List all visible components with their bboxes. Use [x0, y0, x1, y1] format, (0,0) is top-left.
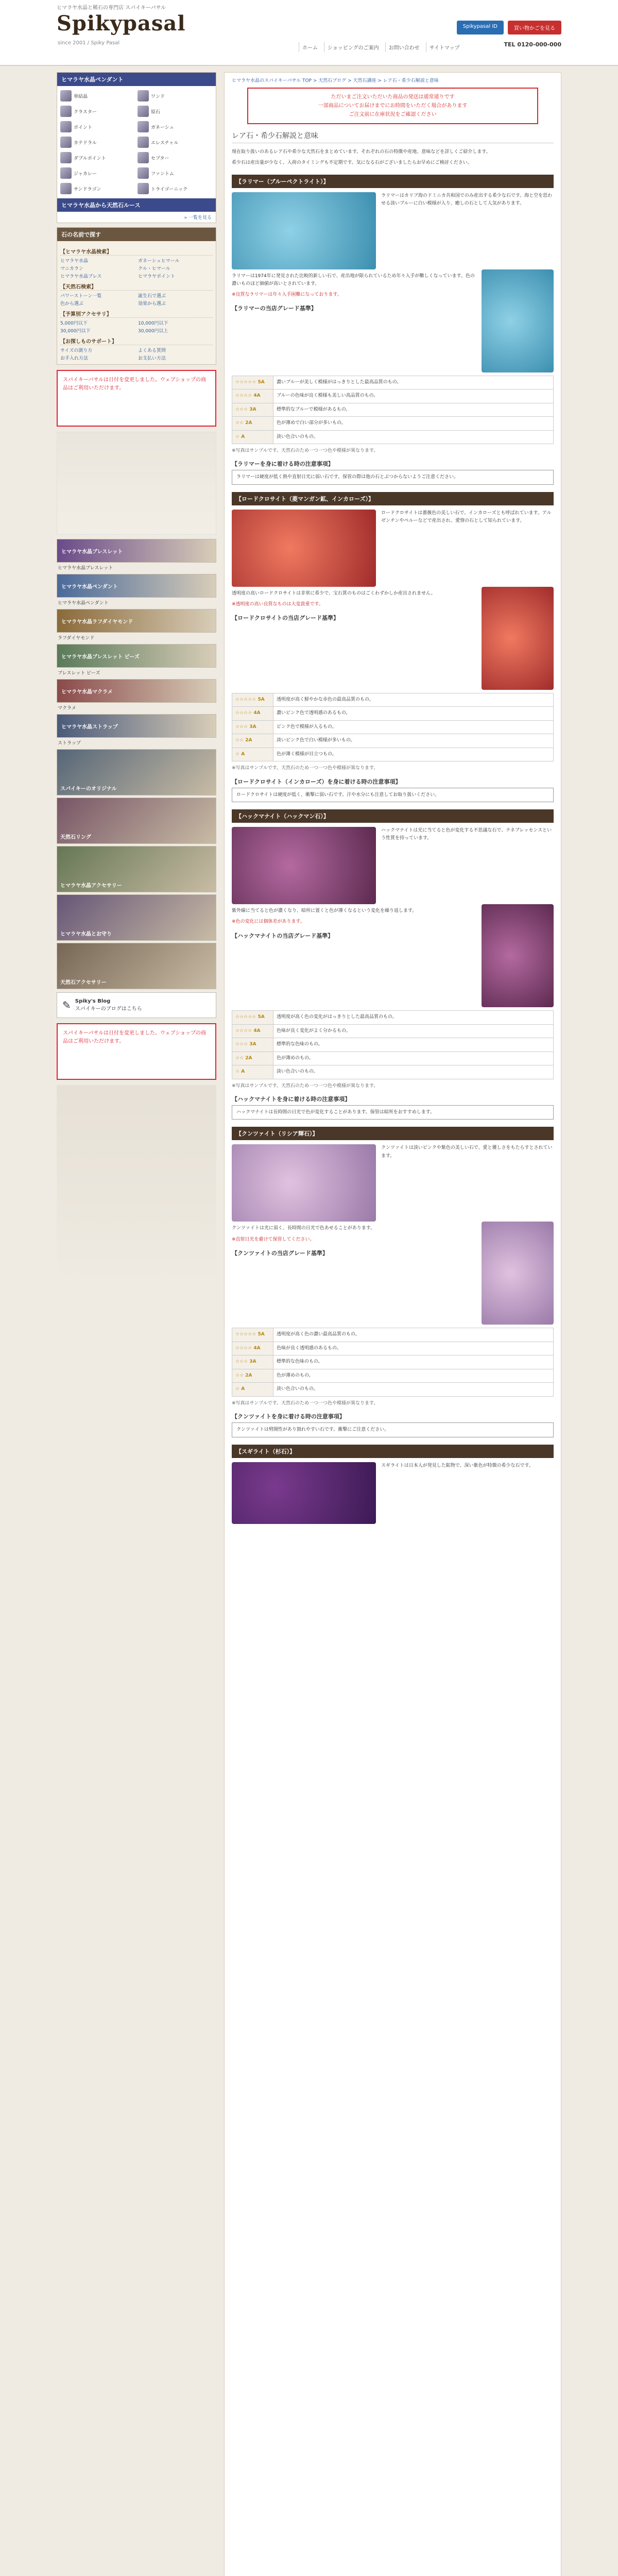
- product-banner[interactable]: ヒマラヤ水晶ラフダイヤモンド: [57, 609, 216, 633]
- blog-banner[interactable]: [57, 992, 216, 1018]
- grade-row: [232, 1065, 554, 1079]
- himalaya-item-label: セプター: [151, 156, 169, 161]
- search-section-heading: 【予算別アクセサリ】: [60, 310, 213, 318]
- himalaya-item[interactable]: [60, 151, 135, 164]
- himalaya-item-label: ジャカレー: [74, 171, 97, 177]
- banner-caption[interactable]: ヒマラヤ水晶ブレスレット: [58, 566, 113, 571]
- section-title: 【ロードクロサイト（菱マンガン鉱、インカローズ）】: [232, 492, 554, 505]
- search-links: [60, 319, 213, 334]
- warning-text: ※良質なラリマーは年々入手困難になっております。: [232, 292, 342, 298]
- intro: [232, 148, 554, 167]
- grade-table: [232, 693, 554, 762]
- stone-image: [232, 827, 376, 904]
- crystal-thumbnail: [60, 183, 72, 194]
- pendant-image: [482, 904, 554, 1007]
- grade-row: [232, 430, 554, 444]
- search-section-heading: 【お探しものサポート】: [60, 337, 213, 345]
- grade-description: 透明度が高く色の濃い最高品質のもの。: [273, 1328, 554, 1342]
- grade-row: [232, 1052, 554, 1065]
- grade-description: 色が薄めのもの。: [273, 1052, 554, 1065]
- sidebar: [57, 72, 216, 1281]
- caution-title: 【ハックマナイトを身に着ける時の注意事項】: [232, 1096, 351, 1103]
- grade-description: 淡い色合いのもの。: [273, 1383, 554, 1397]
- grade-description: 色味が良く透明感のあるもの。: [273, 1342, 554, 1355]
- banner-caption[interactable]: ラフダイヤモンド: [58, 636, 95, 641]
- nav-home[interactable]: ホーム: [299, 42, 321, 52]
- search-body: [57, 241, 216, 364]
- sidebar-notice: スパイキーパサルは日付を変更しました。ウェブショップの商品はご利用いただけます。: [57, 370, 216, 427]
- crystal-thumbnail: [60, 152, 72, 163]
- himalaya-item-label: エレスチャル: [151, 140, 179, 146]
- grade-label: ☆☆☆ 3A: [232, 1355, 273, 1369]
- caution-title: 【ロードクロサイト（インカローズ）を身に着ける時の注意事項】: [232, 778, 401, 785]
- warning-text: ※透明度の高い良質なものは大変貴重です。: [232, 602, 323, 607]
- search-link[interactable]: マニカラン: [60, 266, 84, 272]
- search-section-heading: 【ヒマラヤ水晶検索】: [60, 247, 213, 256]
- product-banner[interactable]: ヒマラヤ水晶ペンダント: [57, 574, 216, 598]
- section-title: 【スギライト（杉石）】: [232, 1445, 554, 1458]
- grade-label: ☆☆☆☆☆ 5A: [232, 1328, 273, 1342]
- grade-description: 標準的な色味のもの。: [273, 1355, 554, 1369]
- nav-sitemap[interactable]: サイトマップ: [426, 42, 463, 52]
- himalaya-item-label: 単結晶: [74, 94, 88, 99]
- banner-caption[interactable]: ストラップ: [58, 741, 81, 746]
- search-link[interactable]: パワーストーン一覧: [60, 294, 102, 299]
- crystal-thumbnail: [138, 90, 149, 101]
- tagline: ヒマラヤ水晶と稀石の専門店 スパイキーパサル: [57, 5, 166, 11]
- grade-row: [232, 403, 554, 417]
- caution-title: 【ラリマーを身に着ける時の注意事項】: [232, 461, 334, 468]
- grade-label: ☆ A: [232, 430, 273, 444]
- grade-label: ☆☆☆☆ 4A: [232, 1024, 273, 1038]
- section-text: ハックマナイトは光に当てると色が変化する不思議な石で、テネブレッセンスという性質を持っています。: [381, 828, 552, 841]
- grade-description: 透明度が高く色の変化がはっきりとした最高品質のもの。: [273, 1011, 554, 1025]
- feature-banner[interactable]: ヒマラヤ水晶アクセサリー: [57, 846, 216, 892]
- grade-label: ☆☆☆☆☆ 5A: [232, 376, 273, 389]
- grade-title: 【ロードクロサイトの当店グレード基準】: [232, 615, 339, 622]
- himalaya-item[interactable]: [60, 166, 135, 180]
- feature-banner[interactable]: 天然石リング: [57, 798, 216, 844]
- feature-banner[interactable]: 天然石アクセサリー: [57, 943, 216, 989]
- search-link[interactable]: ヒマラヤ水晶: [60, 259, 89, 264]
- grade-row: [232, 1328, 554, 1342]
- grade-description: 濃いピンク色で透明感のあるもの。: [273, 707, 554, 721]
- grade-row: [232, 748, 554, 761]
- crystal-thumbnail: [60, 106, 72, 117]
- grade-label: ☆☆ 2A: [232, 734, 273, 748]
- himalaya-item-label: トライゴーニック: [151, 187, 188, 192]
- stone-image: [232, 510, 376, 587]
- logo-subtitle: since 2001 / Spiky Pasal: [58, 40, 120, 46]
- site-logo[interactable]: Spikypasal: [57, 11, 186, 36]
- grade-label: ☆☆☆ 3A: [232, 720, 273, 734]
- himalaya-item-label: カテドラル: [74, 140, 97, 146]
- grade-description: ブルーの色味が良く模様も美しい高品質のもの。: [273, 389, 554, 403]
- phone-number: TEL 0120-000-000: [504, 41, 561, 48]
- sidebar-notice-2: スパイキーパサルは日付を変更しました。ウェブショップの商品はご利用いただけます。: [57, 1023, 216, 1080]
- banner-caption[interactable]: マクラメ: [58, 706, 76, 711]
- grade-label: ☆ A: [232, 1383, 273, 1397]
- himalaya-grid: [57, 86, 216, 198]
- crystal-thumbnail: [60, 121, 72, 132]
- grade-table: [232, 376, 554, 445]
- search-link[interactable]: ヒマラヤポイント: [138, 274, 176, 279]
- section-title: 【ハックマナイト（ハックマン石）】: [232, 809, 554, 823]
- intro-paragraph: 現在取り扱いのあるレア石や希少な天然石をまとめています。それぞれの石の特徴や産地、意味などを詳しくご紹介します。: [232, 149, 491, 155]
- grade-table: [232, 1328, 554, 1397]
- grade-row: [232, 693, 554, 707]
- grade-row: [232, 1369, 554, 1383]
- search-links: [60, 257, 213, 279]
- grade-label: ☆☆☆ 3A: [232, 403, 273, 417]
- search-title: 石の名前で探す: [57, 228, 216, 241]
- nav-guide[interactable]: ショッピングのご案内: [324, 42, 382, 52]
- grade-description: 淡い色合いのもの。: [273, 430, 554, 444]
- search-link[interactable]: お支払い方法: [138, 356, 166, 361]
- search-link[interactable]: よくある質問: [138, 348, 166, 353]
- product-banner[interactable]: ヒマラヤ水晶ブレスレット ビーズ: [57, 644, 216, 668]
- grade-row: [232, 376, 554, 389]
- photo-note: ※写真はサンプルです。天然石のため一つ一つ色や模様が異なります。: [232, 1083, 379, 1089]
- himalaya-item-label: 原石: [151, 109, 161, 115]
- alert-line: ただいまご注文いただいた商品の発送は通常通りです: [331, 94, 455, 100]
- crystal-thumbnail: [60, 137, 72, 148]
- himalaya-item[interactable]: [138, 89, 213, 103]
- stone-image: [232, 1144, 376, 1222]
- search-link[interactable]: 30,000円以上: [138, 329, 168, 334]
- caution-title: 【クンツァイトを身に着ける時の注意事項】: [232, 1413, 345, 1420]
- feature-banner[interactable]: ヒマラヤ水晶とお守り: [57, 894, 216, 941]
- more-link[interactable]: » 一覧を見る: [184, 215, 212, 221]
- grade-row: [232, 389, 554, 403]
- caution-box: クンツァイトは劈開性があり割れやすい石です。衝撃にご注意ください。: [232, 1422, 554, 1437]
- search-section-heading: 【天然石検索】: [60, 282, 213, 291]
- crystal-thumbnail: [60, 90, 72, 101]
- grade-label: ☆☆☆ 3A: [232, 1038, 273, 1052]
- caution-box: ラリマーは硬度が低く熱や直射日光に弱い石です。保管の際は他の石とぶつからないようご注意ください。: [232, 470, 554, 484]
- grade-label: ☆☆☆☆ 4A: [232, 707, 273, 721]
- himalaya-item-label: ポイント: [74, 125, 93, 130]
- himalaya-item[interactable]: [138, 182, 213, 195]
- himalaya-item-label: ワンド: [151, 94, 165, 99]
- crystal-thumbnail: [60, 167, 72, 179]
- himalaya-menu-title: ヒマラヤ水晶ペンダント: [57, 73, 216, 86]
- grade-description: 色味が良く変化がよく分かるもの。: [273, 1024, 554, 1038]
- blog-title: Spiky's Blog: [75, 998, 111, 1004]
- section-title: 【クンツァイト（リシア輝石）】: [232, 1127, 554, 1140]
- sections: [232, 175, 554, 1437]
- grade-title: 【ハックマナイトの当店グレード基準】: [232, 932, 334, 939]
- main-content: [224, 72, 561, 2576]
- grade-label: ☆☆ 2A: [232, 417, 273, 431]
- grade-row: [232, 417, 554, 431]
- himalaya-menu: [57, 72, 216, 223]
- grade-description: 色が薄めのもの。: [273, 1369, 554, 1383]
- grade-description: 色が薄めで白い部分が多いもの。: [273, 417, 554, 431]
- section-text: ロードクロサイトは薔薇色の美しい石で、インカローズとも呼ばれています。アルゼンチンやペルーなどで産出され、愛情の石として知られています。: [381, 510, 552, 524]
- grade-title: 【ラリマーの当店グレード基準】: [232, 305, 317, 312]
- crystal-thumbnail: [138, 167, 149, 179]
- pendant-image: [482, 587, 554, 690]
- section-paragraph: 透明度の高いロードクロサイトは非常に希少で、宝石質のものはごくわずかしか産出されません。: [232, 590, 436, 596]
- grade-description: 標準的な色味のもの。: [273, 1038, 554, 1052]
- section-body: [232, 1462, 554, 1524]
- search-link[interactable]: 誕生石で選ぶ: [138, 294, 166, 299]
- banner-caption[interactable]: ヒマラヤ水晶ペンダント: [58, 601, 109, 606]
- section-body: [232, 510, 554, 587]
- grade-row: [232, 1355, 554, 1369]
- himalaya-item-label: サンドラゴン: [74, 187, 101, 192]
- section-body: [232, 827, 554, 904]
- search-links: [60, 347, 213, 361]
- search-link[interactable]: 30,000円以下: [60, 329, 91, 334]
- himalaya-item[interactable]: [138, 151, 213, 164]
- grade-row: [232, 1342, 554, 1355]
- photo-note: ※写真はサンプルです。天然石のため一つ一つ色や模様が異なります。: [232, 448, 379, 454]
- nav-contact[interactable]: お問い合わせ: [385, 42, 423, 52]
- grade-label: ☆☆☆☆ 4A: [232, 389, 273, 403]
- search-link[interactable]: 色から選ぶ: [60, 301, 84, 307]
- himalaya-item[interactable]: [138, 105, 213, 118]
- stone-image: [232, 192, 376, 269]
- section-text: ラリマーはカリブ海のドミニカ共和国でのみ産出する希少な石です。海と空を思わせる淡いブルーに白い模様が入り、癒しの石として人気があります。: [381, 193, 553, 206]
- section-paragraph: クンツァイトは光に弱く、長時間の日光で色あせることがあります。: [232, 1226, 375, 1231]
- grade-label: ☆☆☆☆ 4A: [232, 1342, 273, 1355]
- himalaya-item-label: ガネーシュ: [151, 125, 174, 130]
- himalaya-item[interactable]: [138, 166, 213, 180]
- himalaya-item-label: クラスター: [74, 109, 97, 115]
- grade-label: ☆ A: [232, 1065, 273, 1079]
- section-paragraph: ラリマーは1974年に発見された比較的新しい石で、産出地が限られているため年々入手が難しくなっています。色の濃いものほど価値が高いとされています。: [232, 273, 475, 286]
- grade-row: [232, 1011, 554, 1025]
- header-buttons: [457, 21, 561, 35]
- himalaya-item[interactable]: [138, 135, 213, 149]
- grade-row: [232, 1038, 554, 1052]
- intro-paragraph: 希少石は産出量が少なく、入荷のタイミングも不定期です。気になる石がございましたらお早めにご検討ください。: [232, 160, 472, 166]
- himalaya-item[interactable]: [60, 105, 135, 118]
- caution-box: ハックマナイトは長時間の日光で色が変化することがあります。保管は暗所をおすすめします。: [232, 1105, 554, 1120]
- grade-label: ☆ A: [232, 748, 273, 761]
- header: [0, 0, 618, 66]
- banner-list: [57, 539, 216, 989]
- grade-row: [232, 1383, 554, 1397]
- grade-row: [232, 720, 554, 734]
- caution-box: ロードクロサイトは硬度が低く、衝撃に弱い石です。汗や水分にも注意してお取り扱いください。: [232, 788, 554, 802]
- grade-row: [232, 707, 554, 721]
- warning-text: ※色の変化には個体差があります。: [232, 919, 305, 925]
- breadcrumb[interactable]: ヒマラヤ水晶のスパイキーパサル TOP > 天然石ブログ > 天然石講座 > レア石・希少石解説と意味: [232, 78, 439, 83]
- grade-description: ピンク色で模様が入るもの。: [273, 720, 554, 734]
- grade-description: 色が薄く模様が目立つもの。: [273, 748, 554, 761]
- photo-note: ※写真はサンプルです。天然石のため一つ一つ色や模様が異なります。: [232, 1400, 379, 1406]
- grade-description: 淡い色合いのもの。: [273, 1065, 554, 1079]
- product-banner[interactable]: ヒマラヤ水晶ブレスレット: [57, 539, 216, 563]
- search-link[interactable]: 効果から選ぶ: [138, 301, 166, 307]
- himalaya-item[interactable]: [60, 120, 135, 133]
- grade-description: 淡いピンク色で白い模様が多いもの。: [273, 734, 554, 748]
- blog-icon: ✎: [62, 999, 71, 1011]
- alert-box: [247, 88, 538, 124]
- gems-menu-title: ヒマラヤ水晶から天然石ルース: [57, 198, 216, 212]
- section-text: スギライトは日本人が発見した鉱物で、深い紫色が特徴の希少な石です。: [381, 1463, 534, 1468]
- search-link[interactable]: 5,000円以下: [60, 321, 88, 326]
- himalaya-item-label: ダブルポイント: [74, 156, 106, 161]
- grade-label: ☆☆☆☆☆ 5A: [232, 693, 273, 707]
- stone-image: [232, 1462, 376, 1524]
- himalaya-item-label: ファントム: [151, 171, 174, 177]
- warning-text: ※直射日光を避けて保管してください。: [232, 1236, 315, 1242]
- section-paragraph: 紫外線に当てると色が濃くなり、暗所に置くと色が薄くなるという変化を繰り返します。: [232, 908, 417, 914]
- feature-banner[interactable]: スパイキーのオリジナル: [57, 749, 216, 795]
- grade-description: 濃いブルーが美しく模様がはっきりとした最高品質のもの。: [273, 376, 554, 389]
- search-link[interactable]: お手入れ方法: [60, 356, 89, 361]
- section-body: [232, 192, 554, 269]
- himalaya-item[interactable]: [138, 120, 213, 133]
- grade-label: ☆☆☆☆☆ 5A: [232, 1011, 273, 1025]
- blog-sub: スパイキーのブログはこちら: [75, 1006, 142, 1012]
- banner-caption[interactable]: ブレスレット ビーズ: [58, 671, 100, 676]
- grade-title: 【クンツァイトの当店グレード基準】: [232, 1250, 328, 1257]
- grade-row: [232, 734, 554, 748]
- grade-row: [232, 1024, 554, 1038]
- grade-description: 標準的なブルーで模様があるもの。: [273, 403, 554, 417]
- search-link[interactable]: サイズの測り方: [60, 348, 93, 353]
- grade-label: ☆☆ 2A: [232, 1369, 273, 1383]
- product-banner[interactable]: ヒマラヤ水晶マクラメ: [57, 679, 216, 703]
- product-banner[interactable]: ヒマラヤ水晶ストラップ: [57, 714, 216, 738]
- crystal-thumbnail: [138, 137, 149, 148]
- section-text: クンツァイトは淡いピンクや紫色の美しい石で、愛と優しさをもたらすとされています。: [381, 1145, 553, 1159]
- crystal-thumbnail: [138, 152, 149, 163]
- grade-description: 透明度が高く鮮やかな赤色の最高品質のもの。: [273, 693, 554, 707]
- section-body: [232, 1144, 554, 1222]
- faded-content-2: [57, 1085, 216, 1281]
- grade-label: ☆☆ 2A: [232, 1052, 273, 1065]
- crystal-thumbnail: [138, 183, 149, 194]
- crystal-thumbnail: [138, 106, 149, 117]
- search-links: [60, 292, 213, 307]
- pendant-image: [482, 269, 554, 372]
- grade-table: [232, 1010, 554, 1079]
- alert-line: ご注文前に在庫状況をご確認ください: [349, 112, 437, 117]
- top-nav: [299, 42, 463, 52]
- photo-note: ※写真はサンプルです。天然石のため一つ一つ色や模様が異なります。: [232, 766, 379, 771]
- faded-content: [57, 432, 216, 535]
- crystal-thumbnail: [138, 121, 149, 132]
- alert-line: 一部商品についてお届けまでにお時間をいただく場合があります: [318, 103, 468, 109]
- himalaya-item[interactable]: [60, 135, 135, 149]
- section-title: 【ラリマー（ブルーペクトライト）】: [232, 175, 554, 188]
- more-link-label: 一覧を見る: [188, 215, 212, 221]
- search-link[interactable]: ガネーシュヒマール: [138, 259, 180, 264]
- search-link[interactable]: ヒマラヤ水晶ブレス: [60, 274, 102, 279]
- pendant-image: [482, 1222, 554, 1325]
- search-link[interactable]: クル・ヒマール: [138, 266, 170, 272]
- himalaya-item[interactable]: [60, 89, 135, 103]
- cart-button[interactable]: 買い物かごを見る: [508, 21, 561, 35]
- himalaya-item[interactable]: [60, 182, 135, 195]
- login-button[interactable]: Spikypasal ID: [457, 21, 504, 35]
- search-box: [57, 227, 216, 365]
- page-title: レア石・希少石解説と意味: [232, 130, 554, 143]
- search-link[interactable]: 10,000円以下: [138, 321, 168, 326]
